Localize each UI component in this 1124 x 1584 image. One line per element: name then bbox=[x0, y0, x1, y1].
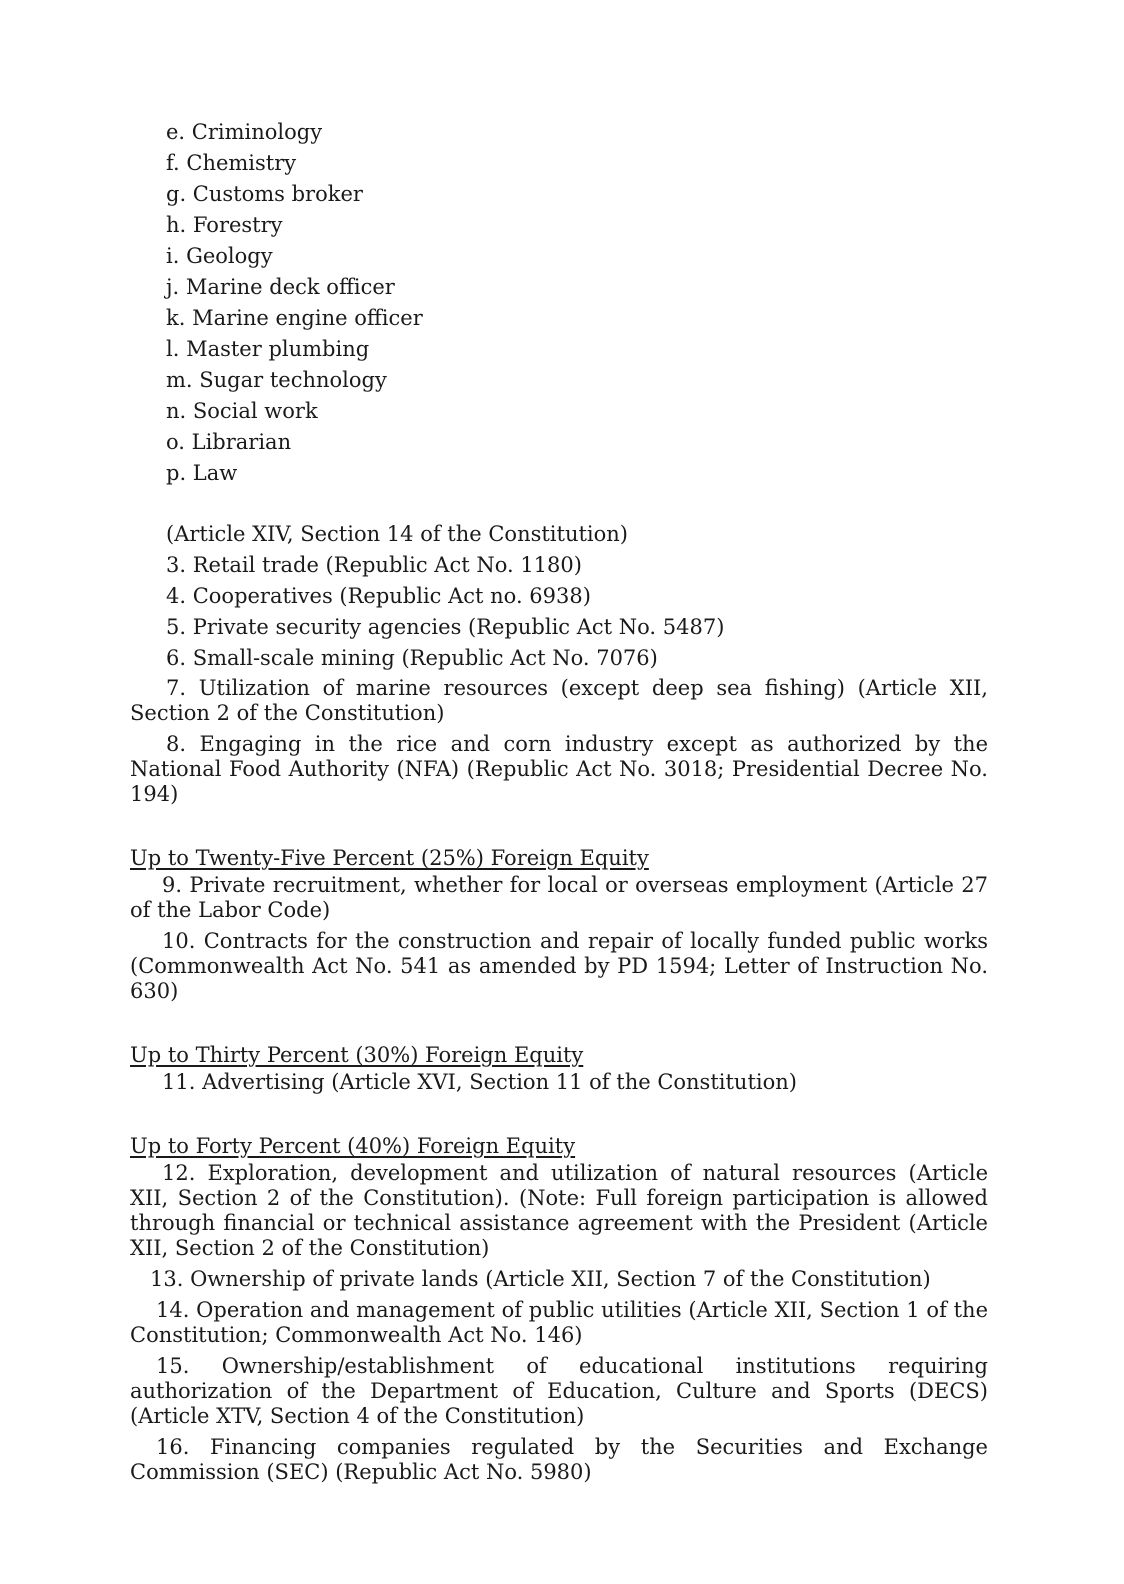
list-item: i. Geology bbox=[166, 244, 273, 268]
list-item-16: 16. Financing companies regulated by the Securities and Exchange Commission (SEC) (Republic Act No. 5980) bbox=[130, 1435, 988, 1484]
spacer bbox=[130, 489, 988, 519]
list-item: 6. Small-scale mining (Republic Act No. 7076) bbox=[166, 646, 658, 670]
list-item-10: 10. Contracts for the construction and repair of locally funded public works (Commonwealth Act No. 541 as amended by PD 1594; Letter of Instruction No. 630) bbox=[130, 929, 988, 1003]
list-item-9: 9. Private recruitment, whether for local or overseas employment (Article 27 of the Labor Code) bbox=[130, 873, 988, 922]
list-item-14: 14. Operation and management of public utilities (Article XII, Section 1 of the Constitution; Commonwealth Act No. 146) bbox=[130, 1298, 988, 1347]
list-item: h. Forestry bbox=[166, 213, 283, 237]
list-item: e. Criminology bbox=[166, 120, 323, 144]
document-page bbox=[130, 117, 988, 1485]
list-item: 3. Retail trade (Republic Act No. 1180) bbox=[166, 553, 582, 577]
list-item: o. Librarian bbox=[166, 430, 292, 454]
list-item-13: 13. Ownership of private lands (Article XII, Section 7 of the Constitution) bbox=[150, 1267, 931, 1291]
list-item-8: 8. Engaging in the rice and corn industry except as authorized by the National Food Authority (NFA) (Republic Act No. 3018; Presidential Decree No. 194) bbox=[130, 732, 988, 806]
list-item: g. Customs broker bbox=[166, 182, 363, 206]
profession-sub-list bbox=[130, 117, 988, 550]
list-item: 4. Cooperatives (Republic Act no. 6938) bbox=[166, 584, 591, 608]
heading-40-percent: Up to Forty Percent (40%) Foreign Equity bbox=[130, 1134, 576, 1158]
list-item: k. Marine engine officer bbox=[166, 306, 423, 330]
list-item-7: 7. Utilization of marine resources (except deep sea fishing) (Article XII, Section 2 of the Constitution) bbox=[130, 676, 988, 725]
heading-30-percent: Up to Thirty Percent (30%) Foreign Equity bbox=[130, 1043, 584, 1067]
article-reference: (Article XIV, Section 14 of the Constitution) bbox=[166, 522, 628, 546]
list-item: m. Sugar technology bbox=[166, 368, 387, 392]
list-item: j. Marine deck officer bbox=[166, 275, 395, 299]
list-item-12: 12. Exploration, development and utilization of natural resources (Article XII, Section 2 of the Constitution). (Note: Full foreign participation is allowed through financial or technical assistance agreement with the President (Article XII, Section 2 of the Constitution) bbox=[130, 1161, 988, 1260]
list-item: p. Law bbox=[166, 461, 238, 485]
list-item-15: 15. Ownership/establishment of educational institutions requiring authorization of the Department of Education, Culture and Sports (DECS) (Article XTV, Section 4 of the Constitution) bbox=[130, 1354, 988, 1428]
list-item: l. Master plumbing bbox=[166, 337, 370, 361]
list-item-11: 11. Advertising (Article XVI, Section 11 of the Constitution) bbox=[162, 1070, 797, 1094]
heading-25-percent: Up to Twenty-Five Percent (25%) Foreign Equity bbox=[130, 846, 649, 870]
list-item: f. Chemistry bbox=[166, 151, 297, 175]
list-item: 5. Private security agencies (Republic Act No. 5487) bbox=[166, 615, 725, 639]
list-item: n. Social work bbox=[166, 399, 318, 423]
